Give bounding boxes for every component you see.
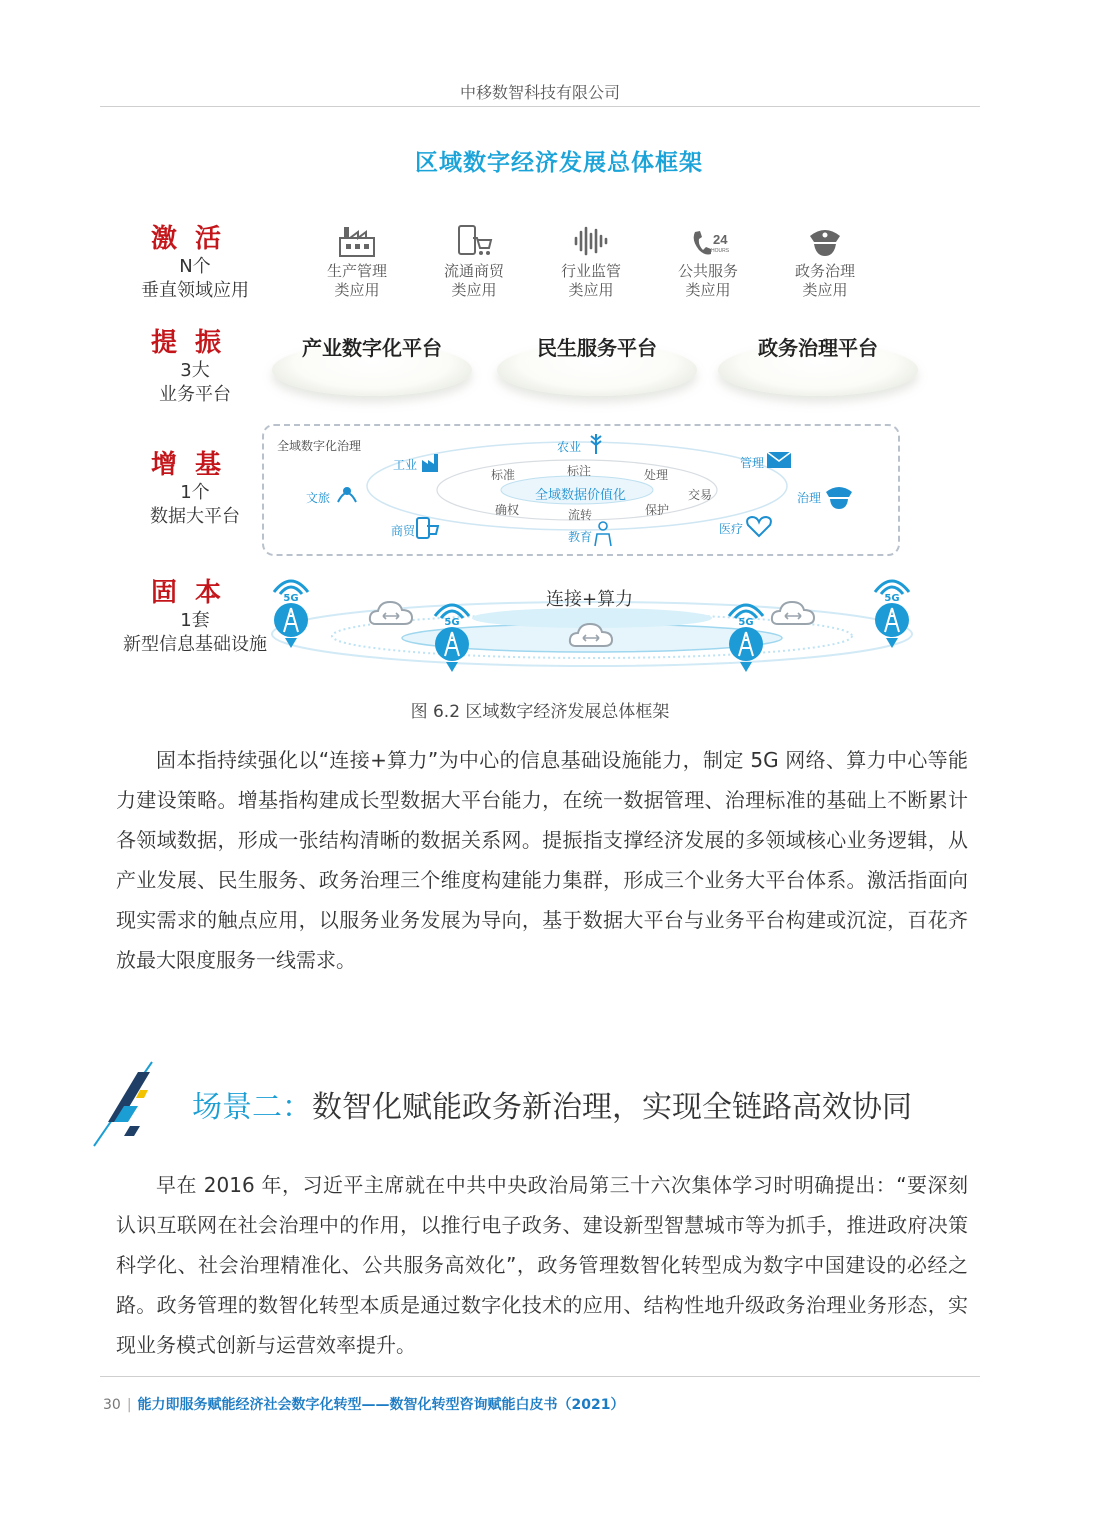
op-circulate: 流转 <box>568 508 593 522</box>
5g-badge: 5G <box>444 617 460 628</box>
app-commerce <box>419 224 529 300</box>
calligraphy-foundation: 增基 <box>150 450 239 480</box>
platform-industry <box>272 322 472 400</box>
paragraph-1: 固本指持续强化以“连接+算力”为中心的信息基础设施能力，制定 5G 网络、算力中心等能力建设策略。增基指构建成长型数据大平台能力，在统一数据管理、治理标准的基础上不断累计各领域数据，形成一张结构清晰的数据关系网。提振指支撑经济发展的多领域核心业务逻辑，从产业发展、民生服务、政务治理三个维度构建能力集群，形成三个业务大平台体系。激活指面向现实需求的触点应用，以服务业务发展为导向，基于数据大平台与业务平台构建或沉淀，百花齐放最大限度服务一线需求。 <box>116 748 968 972</box>
op-protect: 保护 <box>645 503 670 517</box>
svg-text:24: 24 <box>713 232 728 247</box>
police-cap-icon <box>824 482 854 510</box>
medical-icon <box>745 514 773 538</box>
footer <box>103 1394 625 1414</box>
footer-separator: | <box>126 1397 132 1413</box>
node-industry: 工业 <box>393 458 418 472</box>
row-desc-activate: 垂直领域应用 <box>141 280 249 301</box>
cloud-icon <box>568 620 614 650</box>
app-production-line2: 类应用 <box>334 281 380 299</box>
5g-tower-icon <box>268 572 314 650</box>
platform-livelihood-label: 民生服务平台 <box>537 336 657 360</box>
calligraphy-boost: 提振 <box>150 328 239 358</box>
cloud-icon <box>368 598 414 628</box>
waveform-icon <box>572 224 610 258</box>
app-governance-line1: 政务治理 <box>794 262 855 280</box>
police-cap-icon <box>806 224 844 258</box>
5g-badge: 5G <box>884 593 900 604</box>
node-management: 管理 <box>740 456 765 470</box>
5g-badge: 5G <box>283 593 299 604</box>
app-regulation <box>536 224 646 300</box>
app-regulation-line1: 行业监管 <box>560 262 621 280</box>
node-education: 教育 <box>568 530 593 544</box>
app-production-line1: 生产管理 <box>326 262 387 280</box>
platform-government <box>718 322 918 400</box>
5g-tower-1 <box>268 572 314 650</box>
op-process: 处理 <box>644 468 669 482</box>
figure-title: 区域数字经济发展总体框架 <box>415 150 703 176</box>
header-company: 中移数智科技有限公司 <box>459 83 620 102</box>
section-decoration-icon <box>90 1060 162 1148</box>
op-standard: 标准 <box>491 468 516 482</box>
paragraph-2: 早在 2016 年，习近平主席就在中共中央政治局第三十六次集体学习时明确提出：“要深刻认识互联网在社会治理中的作用，以推行电子政务、建设新型智慧城市等为抓手，推进政府决策科学化、社会治理精准化、公共服务高效化”，政务管理数智化转型成为数字中国建设的必经之路。政务管理的数智化转型本质是通过数字化技术的应用、结构性地升级政务治理业务形态，实现业务模式创新与运营效率提升。 <box>116 1173 968 1357</box>
shopping-cart-icon <box>455 224 493 258</box>
row-desc-foundation: 数据大平台 <box>150 506 240 527</box>
svg-text:HOURS: HOURS <box>711 248 730 254</box>
24-hours-phone-icon <box>689 224 730 258</box>
node-governance: 治理 <box>797 491 822 505</box>
section-heading <box>192 1082 912 1126</box>
app-regulation-line2: 类应用 <box>568 281 614 299</box>
5g-tower-icon <box>429 596 475 674</box>
factory-icon <box>420 452 446 474</box>
app-commerce-line2: 类应用 <box>451 281 497 299</box>
5g-tower-3 <box>723 596 769 674</box>
row-label-activate <box>100 218 290 303</box>
row-desc-boost: 业务平台 <box>159 384 231 405</box>
row-desc-root: 新型信息基础设施 <box>123 634 267 655</box>
row-count-boost: 3大 <box>180 360 210 381</box>
app-governance <box>770 224 880 300</box>
node-medical: 医疗 <box>719 522 744 536</box>
5g-tower-icon <box>723 596 769 674</box>
section-title: 数智化赋能政务新治理，实现全链路高效协同 <box>312 1090 912 1125</box>
envelope-icon <box>766 450 792 470</box>
platform-government-label: 政务治理平台 <box>758 336 878 360</box>
cloud-icon <box>770 598 816 628</box>
page-number: 30 <box>103 1397 121 1413</box>
education-icon <box>592 520 614 548</box>
row-label-boost <box>100 322 290 407</box>
app-public-service-line1: 公共服务 <box>677 262 738 280</box>
row-count-activate: N个 <box>179 256 211 277</box>
5g-tower-icon <box>869 572 915 650</box>
app-public-service-line2: 类应用 <box>685 281 731 299</box>
op-annotate: 标注 <box>567 464 592 478</box>
5g-badge: 5G <box>738 617 754 628</box>
tourism-icon <box>334 482 360 506</box>
shopping-cart-icon <box>414 516 440 542</box>
5g-tower-4 <box>869 572 915 650</box>
app-commerce-line1: 流通商贸 <box>443 262 504 280</box>
figure-caption: 图 6.2 区域数字经济发展总体框架 <box>410 702 670 722</box>
footer-divider <box>100 1376 980 1377</box>
op-trade: 交易 <box>688 488 713 502</box>
node-commerce: 商贸 <box>391 524 416 538</box>
header-divider <box>100 106 980 107</box>
data-center-label: 全域数据价值化 <box>535 488 627 503</box>
platform-industry-label: 产业数字化平台 <box>302 336 442 360</box>
op-rights: 确权 <box>495 503 520 517</box>
calligraphy-activate: 激活 <box>150 224 239 254</box>
app-public-service <box>653 224 763 300</box>
footer-book-title: 能力即服务赋能经济社会数字化转型——数智化转型咨询赋能白皮书（2021） <box>137 1397 625 1413</box>
app-governance-line2: 类应用 <box>802 281 848 299</box>
wheat-icon <box>586 432 606 456</box>
infra-label: 连接+算力 <box>546 589 634 610</box>
row-count-foundation: 1个 <box>180 482 210 503</box>
platform-livelihood <box>497 322 697 400</box>
node-tourism: 文旅 <box>306 491 331 505</box>
app-production <box>302 224 412 300</box>
factory-icon <box>338 224 376 258</box>
section-prefix: 场景二： <box>192 1090 312 1125</box>
5g-tower-2 <box>429 596 475 674</box>
row-count-root: 1套 <box>180 610 210 631</box>
calligraphy-root: 固本 <box>150 578 239 608</box>
node-agriculture: 农业 <box>557 440 582 454</box>
data-box-label: 全域数字化治理 <box>277 439 362 453</box>
